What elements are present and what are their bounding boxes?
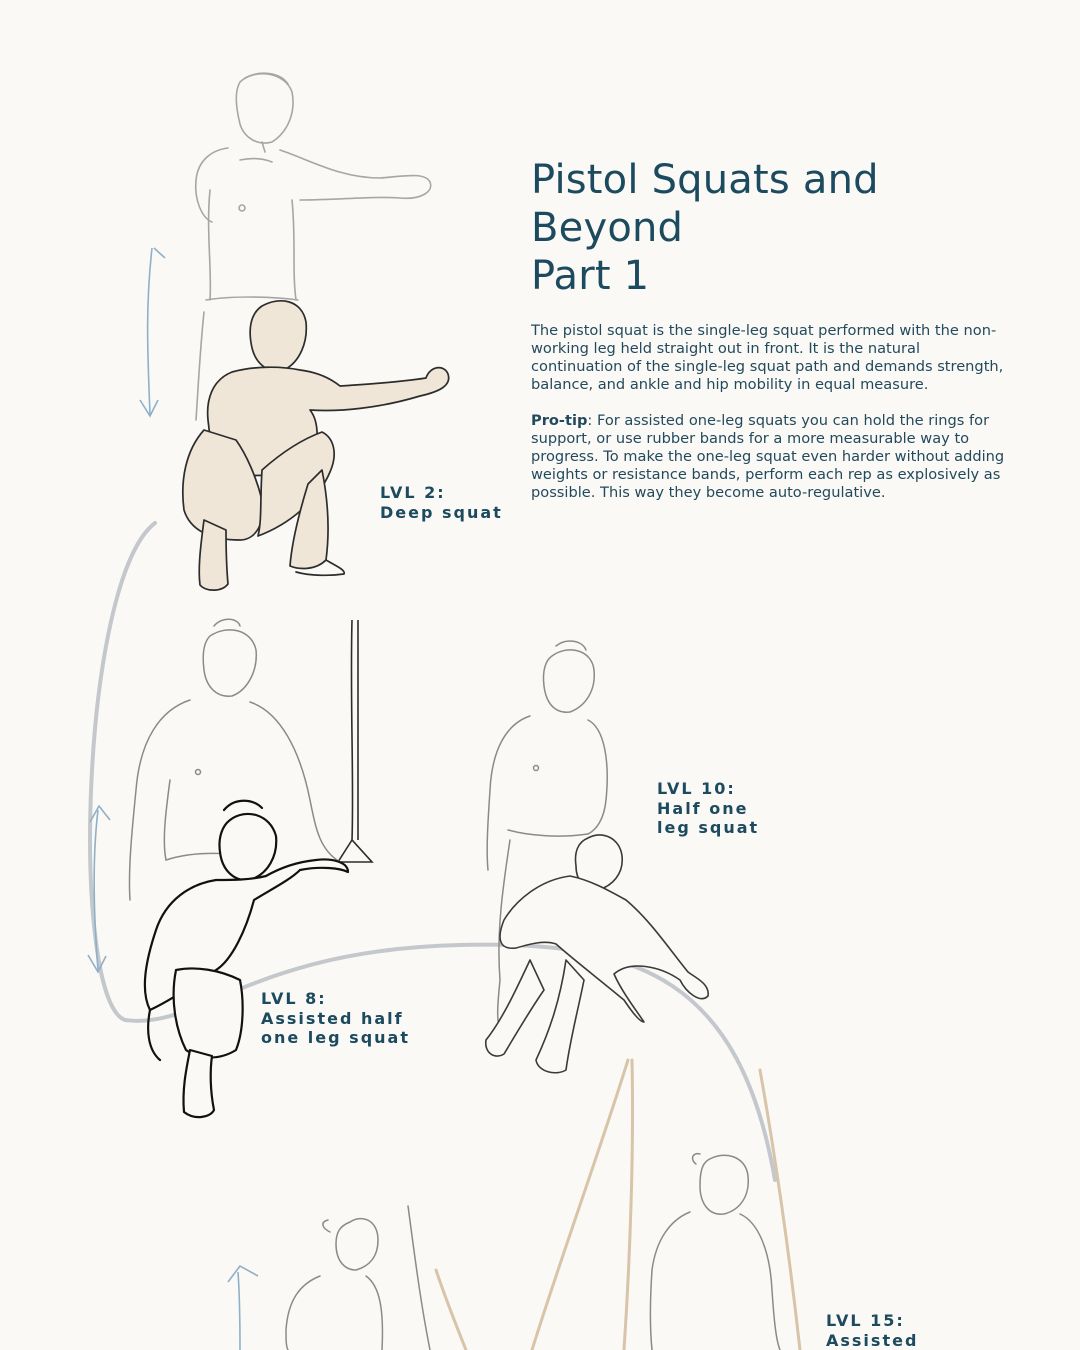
level-label-8-name-2: one leg squat bbox=[261, 1028, 410, 1047]
level-label-2-number: LVL 2: bbox=[380, 483, 446, 502]
level-label-15-name: Assisted bbox=[826, 1330, 919, 1350]
figure-standing-top bbox=[196, 73, 431, 420]
protip-text: : For assisted one-leg squats you can hold the rings for support, or use rubber bands for a more measurable way to progress. To make the one-leg squat even harder without adding weights or resistance bands, perform each rep as explosively as possible. This way they become auto-regulative. bbox=[531, 412, 1005, 501]
down-arrow-icon bbox=[140, 248, 165, 416]
level-label-2-name: Deep squat bbox=[380, 502, 503, 522]
page-title bbox=[531, 156, 1031, 300]
protip-label: Pro-tip bbox=[531, 412, 588, 429]
level-label-8-number: LVL 8: bbox=[261, 989, 327, 1008]
figure-assisted-half-squat bbox=[145, 801, 348, 1117]
level-label-2 bbox=[380, 483, 503, 522]
intro-paragraph: The pistol squat is the single-leg squat performed with the non-working leg held straight out in front. It is the natural continuation of the single-leg squat path and demands strength, balance, and ankle and hip mobility in equal measure. bbox=[531, 322, 1004, 393]
protip-paragraph bbox=[531, 412, 1006, 502]
level-label-10-number: LVL 10: bbox=[657, 779, 736, 798]
level-label-10 bbox=[657, 779, 759, 838]
level-label-15-number: LVL 15: bbox=[826, 1311, 905, 1330]
resistance-bands bbox=[436, 1060, 800, 1350]
gym-ring-strap bbox=[338, 620, 372, 862]
figure-half-one-leg-squat bbox=[486, 835, 708, 1073]
title-line-1: Pistol Squats and bbox=[531, 157, 879, 203]
level-label-8-name-1: Assisted half bbox=[261, 1008, 404, 1028]
level-label-8 bbox=[261, 989, 410, 1048]
figure-assisted-pistol bbox=[286, 1154, 780, 1350]
level-label-10-name-1: Half one bbox=[657, 798, 749, 818]
level-label-15 bbox=[826, 1311, 918, 1350]
up-arrow-icon bbox=[228, 1266, 258, 1350]
title-line-2: Beyond bbox=[531, 205, 684, 251]
figure-deep-squat bbox=[183, 301, 449, 590]
level-label-10-name-2: leg squat bbox=[657, 818, 760, 837]
title-line-3: Part 1 bbox=[531, 253, 650, 299]
